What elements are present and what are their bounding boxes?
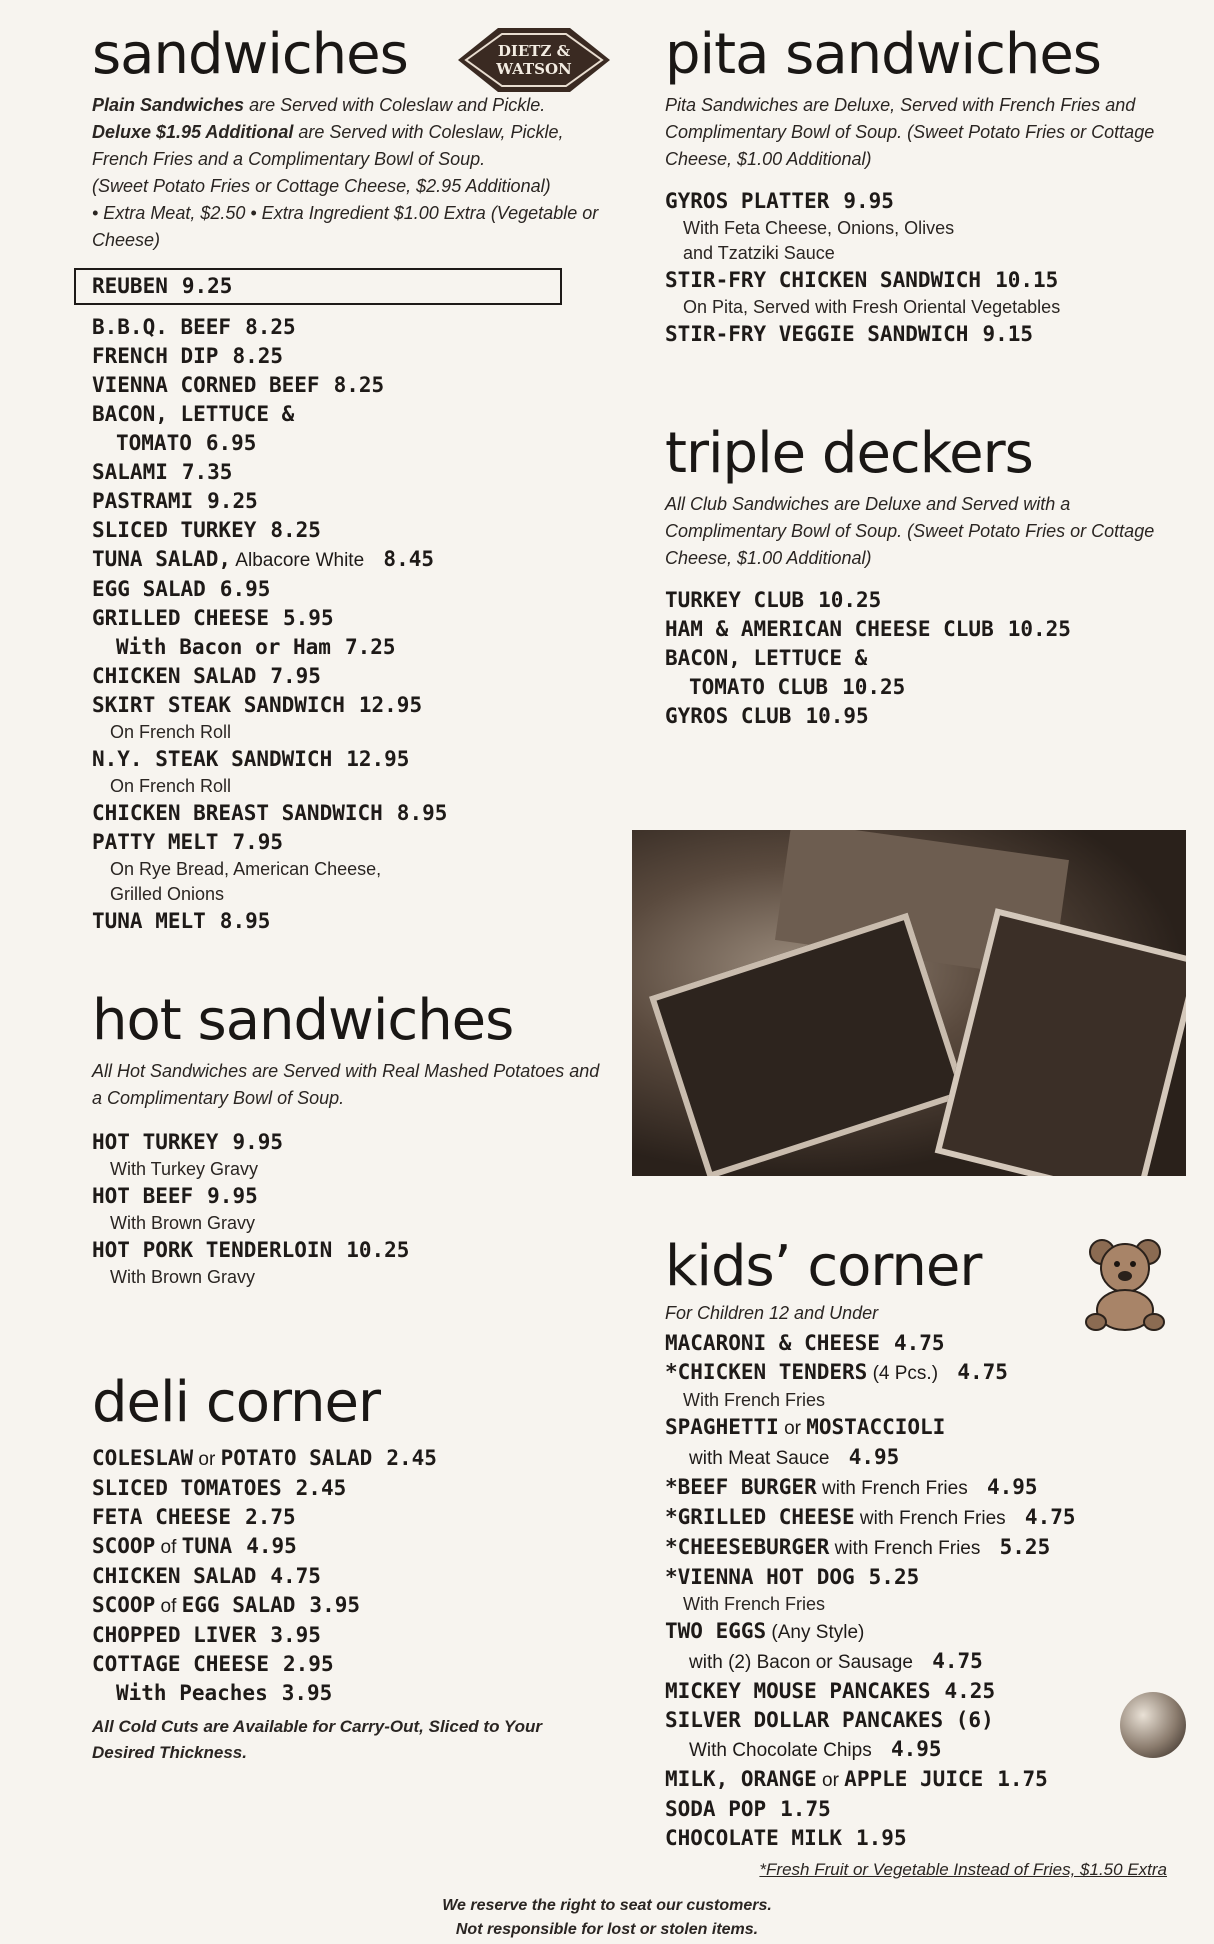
item-name: TOMATO CLUB — [689, 675, 829, 699]
item-name: MILK, ORANGE — [665, 1767, 817, 1791]
item-name: SCOOP — [92, 1534, 156, 1558]
item-name: SALAMI — [92, 460, 168, 484]
item-name: HOT TURKEY — [92, 1130, 219, 1154]
item-description: With Brown Gravy — [110, 1267, 256, 1287]
item-name: STIR-FRY VEGGIE SANDWICH — [665, 322, 969, 346]
item-description: On French Roll — [110, 776, 232, 796]
item-name: TUNA MELT — [92, 909, 206, 933]
kids-list — [665, 1329, 1175, 1853]
item-name: N.Y. STEAK SANDWICH — [92, 747, 333, 771]
item-price: 4.95 — [246, 1534, 297, 1558]
item-price: 2.95 — [283, 1652, 334, 1676]
menu-item — [665, 1329, 1175, 1358]
item-price: 4.75 — [1024, 1505, 1076, 1529]
item-name: STIR-FRY CHICKEN SANDWICH — [665, 268, 982, 292]
item-name: SILVER DOLLAR PANCAKES (6) — [665, 1708, 994, 1732]
item-description: With French Fries — [683, 1390, 826, 1410]
item-price: 8.25 — [333, 373, 385, 397]
item-price: 8.95 — [219, 909, 271, 933]
menu-item — [665, 1358, 1175, 1388]
pita-list — [665, 187, 1175, 349]
intro-bold: Deluxe $1.95 Additional — [92, 122, 294, 142]
item-name: PASTRAMI — [92, 489, 194, 513]
menu-item — [92, 487, 602, 516]
item-name: POTATO SALAD — [220, 1446, 373, 1470]
menu-item — [665, 1503, 1175, 1533]
item-price: 7.25 — [344, 635, 396, 659]
item-price: 9.95 — [843, 189, 894, 213]
item-price: 4.75 — [893, 1331, 945, 1355]
menu-item — [665, 615, 1175, 644]
item-name: SKIRT STEAK SANDWICH — [92, 693, 345, 717]
item-price: 4.75 — [957, 1360, 1008, 1384]
item-description: With Turkey Gravy — [110, 1159, 259, 1179]
teddy-bear-icon — [1082, 1236, 1168, 1332]
item-price: 8.25 — [232, 344, 284, 368]
item-name: CHOCOLATE MILK — [665, 1826, 843, 1850]
menu-item — [665, 1473, 1175, 1503]
menu-item — [665, 266, 1175, 295]
menu-item — [92, 604, 602, 633]
item-name: *GRILLED CHEESE — [665, 1505, 855, 1529]
item-detail: (Any Style) — [766, 1622, 865, 1643]
sandwiches-title: sandwiches — [92, 22, 408, 87]
hot-sandwiches-list — [92, 1128, 602, 1290]
menu-item — [665, 1824, 1175, 1853]
item-price: 9.95 — [232, 1130, 284, 1154]
item-name: MOSTACCIOLI — [806, 1415, 946, 1439]
item-name: EGG SALAD — [92, 577, 206, 601]
intro-line — [92, 92, 602, 119]
item-name: HOT BEEF — [92, 1184, 194, 1208]
menu-item — [92, 1532, 602, 1562]
menu-item — [92, 545, 602, 575]
deli-corner-title: deli corner — [92, 1370, 380, 1435]
menu-item — [665, 1563, 1175, 1592]
menu-item — [665, 644, 1175, 673]
menu-item — [92, 1474, 602, 1503]
item-name: B.B.Q. BEEF — [92, 315, 232, 339]
sandwiches-list — [92, 313, 602, 936]
club-sandwich-photo — [632, 830, 1186, 1176]
menu-item — [665, 673, 1175, 702]
item-price: 2.45 — [295, 1476, 347, 1500]
item-name: HAM & AMERICAN CHEESE CLUB — [665, 617, 994, 641]
footer — [0, 1894, 1214, 1942]
item-name: TWO EGGS — [665, 1619, 767, 1643]
item-name: SLICED TOMATOES — [92, 1476, 282, 1500]
menu-item — [665, 1795, 1175, 1824]
item-price: 1.95 — [856, 1826, 907, 1850]
intro-line — [92, 200, 602, 254]
hot-sandwiches-title: hot sandwiches — [92, 988, 514, 1053]
item-name: SLICED TURKEY — [92, 518, 257, 542]
intro-text: • Extra Meat, $2.50 • Extra Ingredient $1.00 Extra (Vegetable or Cheese) — [92, 203, 599, 250]
item-name: SODA POP — [665, 1797, 767, 1821]
featured-item-price: 9.25 — [181, 274, 233, 298]
item-price: 8.95 — [396, 801, 448, 825]
menu-item — [665, 1413, 1175, 1443]
item-name: MACARONI & CHEESE — [665, 1331, 880, 1355]
item-description: On Pita, Served with Fresh Oriental Vegetables — [683, 297, 1061, 317]
item-detail: with French Fries — [829, 1538, 986, 1559]
item-description: Grilled Onions — [110, 884, 225, 904]
menu-item — [92, 1128, 602, 1157]
menu-item — [665, 1647, 1175, 1677]
item-price: 3.95 — [270, 1623, 321, 1647]
item-detail: with (2) Bacon or Sausage — [689, 1652, 919, 1673]
item-name: *CHEESEBURGER — [665, 1535, 830, 1559]
item-detail: or — [816, 1770, 845, 1791]
pita-sandwiches-title: pita sandwiches — [665, 22, 1101, 87]
item-name: FRENCH DIP — [92, 344, 219, 368]
menu-item — [665, 1735, 1175, 1765]
menu-item — [92, 400, 602, 429]
item-price: 4.25 — [944, 1679, 996, 1703]
deli-list — [92, 1444, 602, 1708]
kids-intro: For Children 12 and Under — [665, 1303, 879, 1323]
menu-item — [665, 1533, 1175, 1563]
menu-item — [665, 320, 1175, 349]
item-name: SPAGHETTI — [665, 1415, 779, 1439]
item-detail: with French Fries — [816, 1478, 973, 1499]
item-price: 4.95 — [848, 1445, 900, 1469]
item-name: BACON, LETTUCE & — [92, 402, 295, 426]
item-name: SCOOP — [92, 1593, 156, 1617]
menu-item — [92, 828, 602, 857]
item-name: CHICKEN BREAST SANDWICH — [92, 801, 383, 825]
menu-item — [92, 907, 602, 936]
logo-line2: WATSON — [496, 60, 572, 78]
menu-item — [92, 633, 602, 662]
item-name: GYROS PLATTER — [665, 189, 830, 213]
right-column — [665, 22, 1175, 731]
menu-item — [92, 1562, 602, 1591]
item-name: EGG SALAD — [181, 1593, 296, 1617]
item-description: With French Fries — [683, 1594, 826, 1614]
featured-item-name: REUBEN — [92, 274, 168, 298]
menu-item — [92, 1679, 602, 1708]
menu-item — [665, 187, 1175, 216]
item-description: and Tzatziki Sauce — [683, 243, 835, 263]
item-detail: or — [778, 1418, 807, 1439]
menu-item — [92, 342, 602, 371]
sandwiches-intro — [92, 92, 602, 254]
item-name: FETA CHEESE — [92, 1505, 232, 1529]
item-name: HOT PORK TENDERLOIN — [92, 1238, 333, 1262]
menu-item — [92, 1444, 602, 1474]
menu-item — [665, 1706, 1175, 1735]
item-detail: (4 Pcs.) — [867, 1363, 944, 1384]
item-price: 8.25 — [270, 518, 321, 542]
item-detail: With Chocolate Chips — [689, 1740, 877, 1761]
item-price: 10.25 — [1007, 617, 1071, 641]
menu-item — [92, 371, 602, 400]
deli-note: All Cold Cuts are Available for Carry-Out, Sliced to Your Desired Thickness. — [92, 1717, 542, 1762]
item-price: 6.95 — [205, 431, 257, 455]
item-price: 2.75 — [245, 1505, 296, 1529]
item-name: COLESLAW — [92, 1446, 194, 1470]
item-price: 10.95 — [805, 704, 869, 728]
menu-item — [665, 1617, 1175, 1647]
item-price: 10.25 — [842, 675, 906, 699]
kids-corner-title: kids’ corner — [665, 1234, 982, 1299]
item-price: 5.25 — [999, 1535, 1051, 1559]
item-price: 9.95 — [207, 1184, 258, 1208]
item-price: 1.75 — [997, 1767, 1048, 1791]
menu-item — [665, 586, 1175, 615]
item-detail: Albacore White — [231, 550, 370, 571]
logo-line1: DIETZ & — [497, 42, 571, 60]
item-price: 2.45 — [386, 1446, 437, 1470]
menu-item — [92, 516, 602, 545]
item-price: 3.95 — [281, 1681, 333, 1705]
menu-item — [665, 1677, 1175, 1706]
menu-item — [92, 1621, 602, 1650]
kids-note: *Fresh Fruit or Vegetable Instead of Fries, $1.50 Extra — [759, 1860, 1167, 1879]
item-price: 8.25 — [245, 315, 296, 339]
item-price: 9.25 — [207, 489, 258, 513]
menu-item — [92, 313, 602, 342]
item-name: *BEEF BURGER — [665, 1475, 817, 1499]
item-name: *CHICKEN TENDERS — [665, 1360, 868, 1384]
featured-item — [74, 268, 562, 305]
item-price: 10.25 — [346, 1238, 410, 1262]
item-description: On Rye Bread, American Cheese, — [110, 859, 382, 879]
triple-deckers-title: triple deckers — [665, 421, 1033, 486]
item-detail: of — [155, 1596, 182, 1617]
menu-item — [92, 575, 602, 604]
item-price: 7.95 — [232, 830, 284, 854]
left-column — [92, 22, 602, 1766]
footer-line1: We reserve the right to seat our customers. — [442, 1897, 772, 1914]
menu-item — [92, 429, 602, 458]
item-name: MICKEY MOUSE PANCAKES — [665, 1679, 931, 1703]
menu-item — [92, 1591, 602, 1621]
item-price: 4.75 — [932, 1649, 983, 1673]
menu-item — [92, 1182, 602, 1211]
intro-text: (Sweet Potato Fries or Cottage Cheese, $2.95 Additional) — [92, 176, 551, 196]
item-price: 12.95 — [358, 693, 423, 717]
intro-line — [92, 173, 602, 200]
intro-text: are Served with Coleslaw and Pickle. — [244, 95, 546, 115]
item-name: GRILLED CHEESE — [92, 606, 270, 630]
item-name: With Bacon or Ham — [116, 635, 331, 659]
menu-item — [92, 1650, 602, 1679]
item-name: CHOPPED LIVER — [92, 1623, 257, 1647]
footer-line2: Not responsible for lost or stolen items. — [455, 1921, 759, 1938]
item-name: BACON, LETTUCE & — [665, 646, 868, 670]
item-price: 8.45 — [383, 547, 434, 571]
item-price: 4.95 — [890, 1737, 942, 1761]
menu-item — [92, 458, 602, 487]
item-price: 5.95 — [283, 606, 334, 630]
menu-item — [665, 702, 1175, 731]
item-price: 3.95 — [309, 1593, 360, 1617]
menu-item — [92, 662, 602, 691]
menu-item — [92, 1503, 602, 1532]
triple-intro: All Club Sandwiches are Deluxe and Served with a Complimentary Bowl of Soup. (Sweet Potato Fries or Cottage Cheese, $1.00 Additional) — [665, 494, 1155, 568]
item-detail: of — [155, 1537, 182, 1558]
item-name: *VIENNA HOT DOG — [665, 1565, 855, 1589]
item-name: With Peaches — [116, 1681, 268, 1705]
item-name: TURKEY CLUB — [665, 588, 805, 612]
intro-bold: Plain Sandwiches — [92, 95, 245, 115]
item-price: 1.75 — [780, 1797, 831, 1821]
item-price: 4.95 — [986, 1475, 1038, 1499]
item-price: 10.25 — [818, 588, 882, 612]
item-name: PATTY MELT — [92, 830, 219, 854]
ball-icon — [1120, 1692, 1186, 1758]
menu-item — [665, 1443, 1175, 1473]
intro-line — [92, 119, 602, 173]
pita-intro: Pita Sandwiches are Deluxe, Served with French Fries and Complimentary Bowl of Soup. (Sweet Potato Fries or Cottage Cheese, $1.00 Additional) — [665, 95, 1155, 169]
triple-list — [665, 586, 1175, 731]
item-name: CHICKEN SALAD — [92, 664, 257, 688]
menu-item — [92, 745, 602, 774]
item-name: CHICKEN SALAD — [92, 1564, 257, 1588]
item-price: 7.35 — [181, 460, 233, 484]
item-price: 7.95 — [270, 664, 321, 688]
item-price: 10.15 — [995, 268, 1059, 292]
item-detail: or — [193, 1449, 221, 1470]
item-detail: with French Fries — [854, 1508, 1011, 1529]
item-name: COTTAGE CHEESE — [92, 1652, 270, 1676]
item-name: TUNA SALAD, — [92, 547, 232, 571]
item-price: 12.95 — [346, 747, 410, 771]
item-price: 9.15 — [982, 322, 1034, 346]
item-price: 6.95 — [219, 577, 271, 601]
menu-item — [92, 799, 602, 828]
menu-item — [92, 691, 602, 720]
item-detail: with Meat Sauce — [689, 1448, 835, 1469]
item-name: VIENNA CORNED BEEF — [92, 373, 320, 397]
item-description: With Feta Cheese, Onions, Olives — [683, 218, 955, 238]
item-description: With Brown Gravy — [110, 1213, 256, 1233]
menu-item — [665, 1765, 1175, 1795]
menu-item — [92, 1236, 602, 1265]
item-price: 5.25 — [868, 1565, 920, 1589]
item-name: TUNA — [181, 1534, 233, 1558]
item-price: 4.75 — [270, 1564, 321, 1588]
item-name: TOMATO — [116, 431, 192, 455]
item-name: APPLE JUICE — [844, 1767, 984, 1791]
hot-sandwiches-intro: All Hot Sandwiches are Served with Real Mashed Potatoes and a Complimentary Bowl of Soup. — [92, 1061, 600, 1108]
item-description: On French Roll — [110, 722, 232, 742]
item-name: GYROS CLUB — [665, 704, 792, 728]
intro-text: are Served with Coleslaw, Pickle, French Fries and a Complimentary Bowl of Soup. — [92, 122, 564, 169]
